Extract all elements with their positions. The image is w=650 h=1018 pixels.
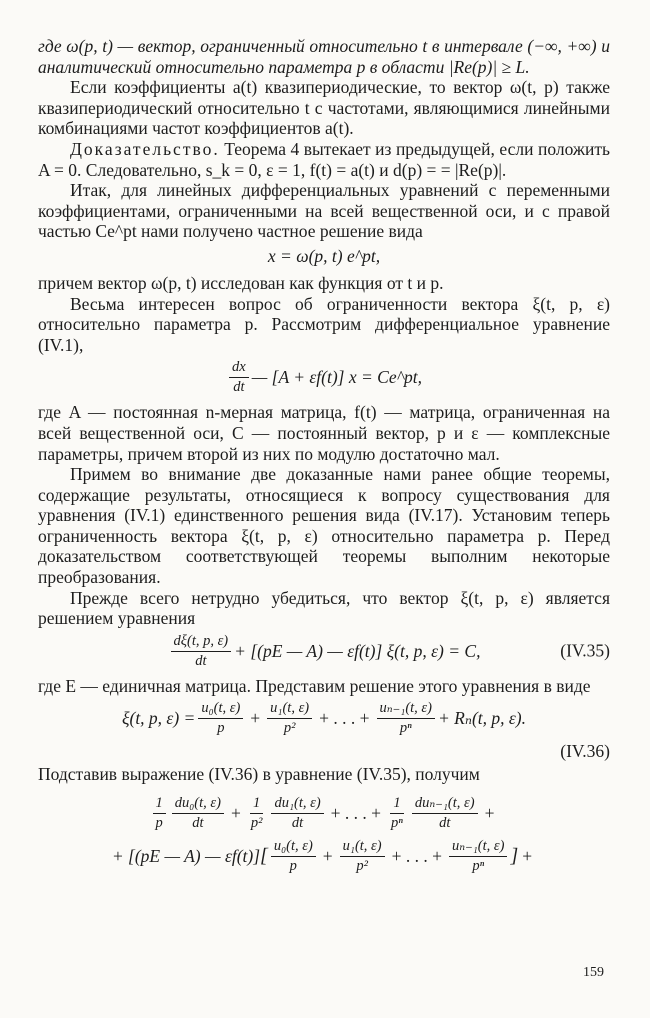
paragraph-2: Если коэффициенты a(t) квазипериодические, то вектор ω(t, p) также квазипериодический относительно t с частотами, являющимися линейными комбинациями частот коэффициентов a(t).	[38, 77, 610, 139]
proof-label: Доказательство.	[70, 138, 220, 159]
fraction-dxi-dt	[171, 633, 232, 670]
fraction-numerator: du₁(t, ε)	[271, 795, 323, 814]
paragraph-5: причем вектор ω(p, t) исследован как функция от t и p.	[38, 272, 444, 293]
fraction-numerator: dx	[229, 359, 249, 378]
equation-IV36	[38, 700, 610, 737]
fraction-term-1	[198, 700, 243, 737]
fraction-term-2	[340, 838, 385, 875]
equation-tail: + Rₙ(t, p, ε).	[437, 708, 526, 729]
fraction-numerator: u₀(t, ε)	[198, 700, 243, 719]
page-body	[38, 36, 610, 881]
ellipsis-sum: + . . . +	[391, 846, 442, 867]
fraction-numerator: 1	[390, 795, 403, 814]
fraction-numerator: u₀(t, ε)	[271, 838, 316, 857]
fraction-numerator: duₙ₋₁(t, ε)	[412, 795, 478, 814]
coef-1	[153, 795, 166, 832]
paragraph-7: где A — постоянная n-мерная матрица, f(t) — матрица, ограниченная на всей вещественной оси, C — постоянный вектор, p и ε — комплексные параметры, причем второй из них по модулю достаточно мал.	[38, 402, 610, 464]
paragraph-11: Подставив выражение (IV.36) в уравнение (IV.35), получим	[38, 764, 480, 785]
equation-text: + [(pE — A) — εf(t)] ξ(t, p, ε) = C,	[234, 640, 481, 661]
paragraph-9: Прежде всего нетрудно убедиться, что вектор ξ(t, p, ε) является решением уравнения	[38, 587, 610, 629]
fraction-numerator: dξ(t, p, ε)	[171, 633, 232, 652]
plus-sign: +	[230, 803, 241, 824]
plus-sign: +	[522, 846, 533, 867]
fraction-term-1	[271, 838, 316, 875]
fraction-numerator: u₁(t, ε)	[340, 838, 385, 857]
fraction-denominator: dt	[439, 815, 451, 832]
fraction-numerator: 1	[153, 795, 166, 814]
fraction-denominator: p²	[250, 815, 263, 832]
equation-label-IV36: (IV.36)	[560, 741, 610, 762]
ellipsis-sum: + . . . +	[319, 708, 370, 729]
fraction-denominator: dt	[192, 815, 204, 832]
equation-substitution-line-1	[38, 795, 610, 832]
deriv-1	[172, 795, 224, 832]
fraction-denominator: pⁿ	[391, 815, 403, 832]
equation-solution-form: x = ω(p, t) e^pt,	[267, 245, 381, 266]
fraction-dx-dt	[229, 359, 249, 396]
fraction-denominator: p	[217, 720, 225, 737]
fraction-denominator: pⁿ	[399, 720, 412, 737]
right-bracket: ]	[510, 845, 519, 868]
fraction-denominator: dt	[195, 652, 207, 669]
fraction-denominator: p²	[283, 720, 296, 737]
equation-substitution-line-2	[38, 838, 610, 875]
plus-sign: +	[322, 846, 333, 867]
fraction-denominator: pⁿ	[472, 858, 485, 875]
equation-label-IV35: (IV.35)	[560, 640, 610, 661]
paragraph-8: Примем во внимание две доказанные нами ранее общие теоремы, содержащие результаты, относящиеся к вопросу существования для уравнения (IV.1) единственного решения вида (IV.17). Установим теперь ограниченность вектора ξ(t, p, ε) относительно параметра p. Перед доказательством соответствующей теоремы выполним некоторые преобразования.	[38, 464, 610, 588]
coef-2	[248, 795, 266, 832]
fraction-denominator: p²	[356, 858, 368, 875]
fraction-numerator: uₙ₋₁(t, ε)	[449, 838, 507, 857]
fraction-term-2	[267, 700, 312, 737]
fraction-denominator: dt	[233, 379, 245, 396]
fraction-term-n	[449, 838, 507, 875]
fraction-denominator: p	[155, 815, 163, 832]
plus-sign: +	[250, 708, 261, 729]
ellipsis-sum: + . . . +	[330, 803, 382, 824]
deriv-2	[271, 795, 323, 832]
fraction-term-n	[377, 700, 435, 737]
matrix-factor: + [(pE — A) — εf(t)]	[111, 846, 261, 867]
fraction-numerator: u₁(t, ε)	[267, 700, 312, 719]
equation-lhs: ξ(t, p, ε) =	[122, 708, 196, 729]
fraction-numerator: du₀(t, ε)	[172, 795, 224, 814]
proof-text: Теорема 4 вытекает из предыдущей, если положить A = 0. Следовательно, s_k = 0, ε = 1, f(t) = a(t) и d(p) = = |Re(p)|.	[38, 138, 610, 180]
left-bracket: [	[260, 845, 268, 868]
paragraph-4: Итак, для линейных дифференциальных уравнений с переменными коэффициентами, ограниченными на всей вещественной оси, и с правой частью Ce^pt нами получено частное решение вида	[38, 180, 610, 242]
equation-IV1	[38, 359, 610, 396]
deriv-n	[412, 795, 478, 832]
paragraph-3	[38, 139, 610, 180]
equation-IV35	[38, 633, 610, 670]
fraction-denominator: p	[289, 858, 297, 875]
paragraph-6: Весьма интересен вопрос об ограниченности вектора ξ(t, p, ε) относительно параметра p. Рассмотрим дифференциальное уравнение (IV.1),	[38, 293, 610, 355]
fraction-numerator: uₙ₋₁(t, ε)	[377, 700, 435, 719]
paragraph-10: где E — единичная матрица. Представим решение этого уравнения в виде	[38, 675, 591, 696]
fraction-denominator: dt	[291, 815, 304, 832]
plus-sign: +	[484, 803, 495, 824]
fraction-numerator: 1	[250, 795, 263, 814]
coef-n	[388, 795, 406, 832]
paragraph-1: где ω(p, t) — вектор, ограниченный относительно t в интервале (−∞, +∞) и аналитический относительно параметра p в области |Re(p)| ≥ L.	[38, 36, 610, 77]
equation-text: — [A + εf(t)] x = Ce^pt,	[251, 367, 422, 388]
page-number: 159	[583, 965, 604, 980]
